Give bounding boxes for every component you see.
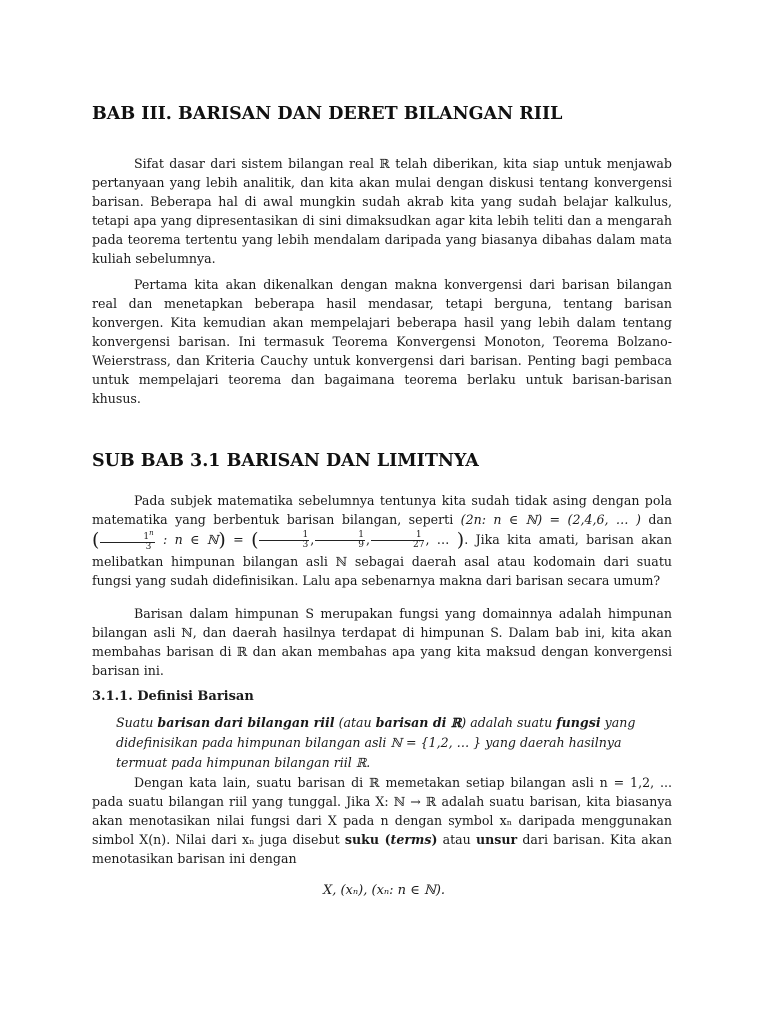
sub-paragraph-1-text-a: Pada subjek matematika sebelumnya tentunya kita sudah tidak asing dengan pola matematika yang berbentuk barisan bilangan, seperti <box>92 493 672 527</box>
paragraph-3-text: Dengan kata lain, suatu barisan di ℝ memetakan setiap bilangan asli n = 1,2, ... pada suatu bilangan riil yang tunggal. Jika X: ℕ → ℝ adalah suatu barisan, kita biasanya akan menotasikan nilai fungsi dari X pada n dengan symbol xₙ daripada menggunakan simbol X(n). Nilai dari xₙ juga disebut <box>92 775 672 847</box>
definition-term: fungsi <box>556 715 601 730</box>
math-even-sequence: (2n: n ∈ ℕ) = (2,4,6, … ) <box>460 512 641 527</box>
sub-paragraph-1-text-b: . Jika kita amati, barisan akan melibatkan himpunan bilangan asli ℕ sebagai daerah asal atau kodomain dari suatu fungsi yang sudah didefinisikan. Lalu apa sebenarnya makna dari barisan secara umum? <box>92 532 672 588</box>
definition-heading: 3.1.1. Definisi Barisan <box>92 689 254 704</box>
definition-text: ) adalah suatu <box>461 715 557 730</box>
display-formula: X, (xₙ), (xₙ: n ∈ ℕ). <box>322 883 446 898</box>
chapter-title: BAB III. BARISAN DAN DERET BILANGAN RIIL <box>92 104 563 124</box>
definition-text: yang didefinisikan pada himpunan bilangan asli ℕ = {1,2, … } yang daerah hasilnya termuat pada himpunan bilangan riil ℝ. <box>116 715 636 770</box>
sub-chapter-title: SUB BAB 3.1 BARISAN DAN LIMITNYA <box>92 451 479 471</box>
term-paren: ) <box>431 832 438 847</box>
sub-paragraph-1 <box>92 491 672 590</box>
paragraph-3-text: atau <box>437 832 476 847</box>
definition-term: barisan dari bilangan riil <box>157 715 335 730</box>
definition-text: (atau <box>334 715 376 730</box>
intro-paragraph-1: Sifat dasar dari sistem bilangan real ℝ telah diberikan, kita siap untuk menjawab pertanyaan yang lebih analitik, dan kita akan mulai dengan diskusi tentang konvergensi barisan. Beberapa hal di awal mungkin sudah akrab kita yang sudah belajar kalkulus, tetapi apa yang dipresentasikan di sini dimaksudkan agar kita lebih teliti dan a mengarah pada teorema tertentu yang lebih mendalam daripada yang biasanya dibahas dalam mata kuliah sebelumnya. <box>92 156 672 266</box>
paragraph-3-text: dari barisan. Kita akan menotasikan barisan ini dengan <box>92 832 672 866</box>
paragraph-3 <box>92 773 672 868</box>
definition-text: Suatu <box>116 715 158 730</box>
definition-box <box>116 713 636 773</box>
term-terms: terms <box>390 832 432 847</box>
definition-term: barisan di ℝ <box>375 715 462 730</box>
term-unsur: unsur <box>475 832 518 847</box>
intro-paragraph-2: Pertama kita akan dikenalkan dengan makna konvergensi dari barisan bilangan real dan menetapkan beberapa hasil mendasar, tetapi berguna, tentang barisan konvergen. Kita kemudian akan mempelajari beberapa hasil yang lebih dalam tentang konvergensi barisan. Ini termasuk Teorema Konvergensi Monoton, Teorema Bolzano-Weierstrass, dan Kriteria Cauchy untuk konvergensi dari barisan. Penting bagi pembaca untuk mempelajari teorema dan bagaimana teorema berlaku untuk barisan-barisan khusus. <box>92 277 672 406</box>
sub-paragraph-1-dan: dan <box>648 512 672 527</box>
sub-paragraph-2: Barisan dalam himpunan S merupakan fungsi yang domainnya adalah himpunan bilangan asli ℕ, dan daerah hasilnya terdapat di himpunan S. Dalam bab ini, kita akan membahas barisan di ℝ dan akan membahas apa yang kita maksud dengan konvergensi barisan ini. <box>92 606 672 678</box>
math-reciprocal-power-sequence: ( $\frac{1^n}{3}$ : n ∈ ℕ) = ( $\frac{1}{3}$ , $\frac{1}{9}$ , $\frac{1}{27}$ , … ) <box>92 529 465 552</box>
term-suku: suku ( <box>344 832 391 847</box>
